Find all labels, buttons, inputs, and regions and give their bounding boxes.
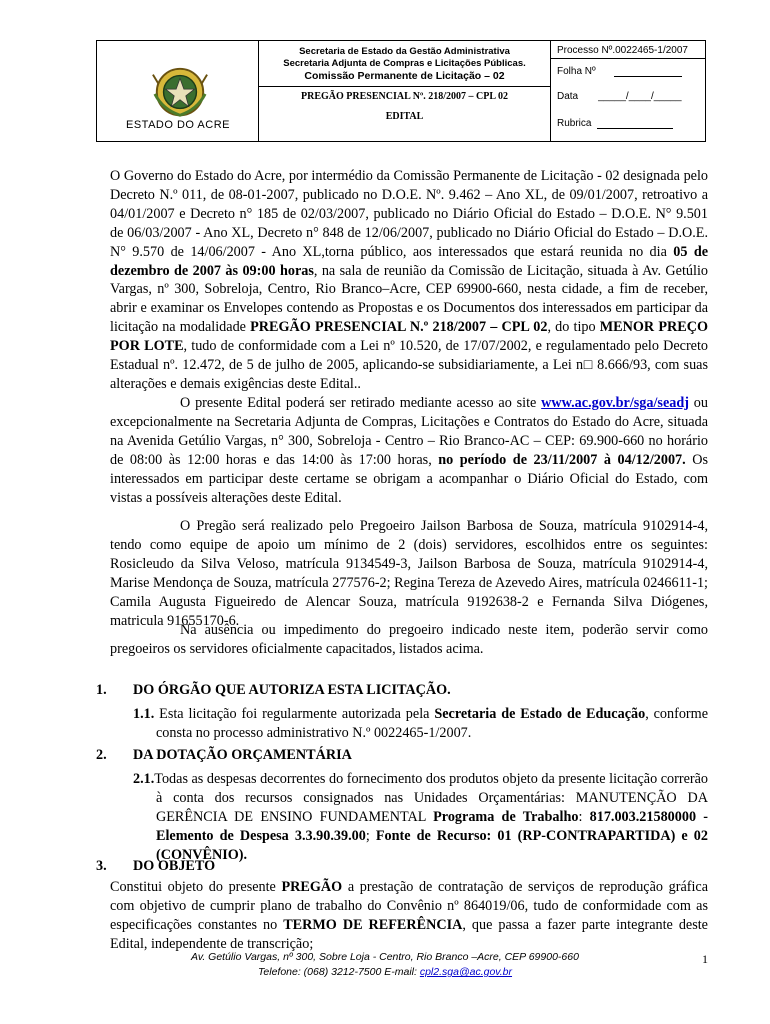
- secretaria-educacao: Secretaria de Estado de Educação: [434, 706, 646, 722]
- edital-text: O presente Edital poderá ser retirado mediante acesso ao site: [180, 395, 542, 411]
- objeto-text: a prestação de contratação de serviços de reprodução gráfica com objetivo de cumprir plano de trabalho do Convênio nº 864019/06, tudo de conformidade com as especificações constantes no: [110, 879, 708, 933]
- header-pregao: PREGÃO PRESENCIAL Nº. 218/2007 – CPL 02: [301, 91, 508, 102]
- section-1-1: [133, 705, 708, 743]
- section-title: DA DOTAÇÃO ORÇAMENTÁRIA: [133, 747, 352, 763]
- folha-label: Folha Nº: [557, 66, 596, 77]
- clause-text: Esta licitação foi regularmente autorizada pela: [154, 706, 435, 722]
- section-3-text: [110, 878, 708, 954]
- intro-text: O Governo do Estado do Acre, por intermédio da Comissão Permanente de Licitação - 02 designada pelo Decreto N.º 011, de 08-01-2007, publicado no D.O.E. Nº. 9.462 – Ano XL, de 09/01/2007, retroativo a 04/01/2007 e Decreto n° 185 de 02/03/2007, publicado no Diário Oficial do Estado – D.O.E. N° 9.501 de 06/03/2007 - Ano XL, Decreto n° 848 de 12/06/2007, publicado no Diário Oficial do Estado – D.O.E. N° 9.570 de 14/06/2007 - Ano XL,torna público, aos interessados que estará reunida no dia: [110, 168, 708, 260]
- clause-text: Todas as despesas decorrentes do fornecimento dos produtos objeto da presente licitação correrão à conta dos recursos consignados nas Unidades Orçamentárias: MANUTENÇÃO DA GERÊNCIA DE ENSINO FUNDAMENTAL: [154, 771, 708, 825]
- clause-text: :: [578, 808, 590, 825]
- pregao-word: PREGÃO: [281, 879, 343, 895]
- data-field: [557, 91, 682, 102]
- intro-paragraph-2: [110, 394, 708, 507]
- section-3-heading: [96, 858, 215, 875]
- header-right-cell: [551, 41, 705, 141]
- header-left-cell: [97, 41, 259, 141]
- section-number: 1.: [96, 682, 107, 698]
- periodo: no período de 23/11/2007 à 04/12/2007.: [438, 451, 686, 468]
- rubrica-blank: [597, 118, 673, 129]
- intro-paragraph-4: [110, 621, 708, 659]
- estado-label: ESTADO DO ACRE: [126, 119, 230, 131]
- header-divider: [259, 86, 550, 87]
- section-2-1: [133, 770, 708, 865]
- data-label: Data: [557, 91, 579, 102]
- tipo: MENOR PREÇO POR LOTE: [110, 319, 708, 355]
- programa-label: Programa de Trabalho: [433, 808, 579, 825]
- clause-text: ;: [365, 827, 376, 844]
- footer-email-link[interactable]: cpl2.sga@ac.gov.br: [419, 966, 513, 978]
- objeto-text: , que passa a fazer parte integrante deste Edital, independente de transcrição;: [110, 916, 708, 952]
- clause-number: 2.1.: [133, 771, 155, 787]
- data-blank: _____/____/_____: [598, 91, 682, 102]
- section-2-heading: [96, 747, 352, 764]
- folha-field: [557, 66, 682, 77]
- header-middle-cell: [259, 41, 551, 141]
- intro-text: , na sala de reunião da Comissão de Licitação, situada à Av. Getúlio Vargas, nº 300, Sobreloja, Centro, Rio Branco–Acre, CEP 69900-660, nesta cidade, a fim de receber, abrir e examinar os Envelopes contendo as Propostas e os Documentos dos interessados em participar da licitação na modalidade: [110, 262, 708, 336]
- intro-text: , tudo de conformidade com a Lei nº 10.520, de 17/07/2002, e regulamentado pelo Decreto Estadual nº. 12.472, de 5 de julho de 2005, aplicando-se subsidiariamente, a Lei n□ 8.666/93, com suas alterações e demais exigências deste Edital..: [110, 338, 709, 392]
- state-seal-icon: [151, 63, 209, 121]
- processo-number: Processo Nº.0022465-1/2007: [557, 45, 688, 56]
- rubrica-field: [557, 118, 673, 129]
- termo-referencia: TERMO DE REFERÊNCIA: [283, 916, 463, 933]
- intro-text: , do tipo: [547, 319, 600, 336]
- folha-blank: [614, 66, 682, 77]
- section-title: DO OBJETO: [133, 858, 216, 874]
- header-comissao: Comissão Permanente de Licitação – 02: [304, 70, 505, 82]
- clause-text: , conforme consta no processo administrativo N.º 0022465-1/2007.: [156, 706, 708, 741]
- objeto-text: Constitui objeto do presente: [110, 879, 282, 895]
- header-right-divider: [551, 58, 705, 59]
- elemento-despesa: 817.003.21580000 - Elemento de Despesa 3.3.90.39.00: [156, 808, 708, 844]
- meeting-date: 05 de dezembro de 2007 às 09:00 horas: [110, 243, 709, 279]
- page-number: 1: [702, 952, 708, 966]
- ausencia-text: Na ausência ou impedimento do pregoeiro indicado neste item, poderão servir como pregoeiros os servidores oficialmente capacitados, listados acima.: [110, 622, 708, 657]
- clause-number: 1.1.: [133, 706, 155, 722]
- site-link[interactable]: www.ac.gov.br/sga/seadj: [541, 395, 689, 411]
- modality: PREGÃO PRESENCIAL N.º 218/2007 – CPL 02: [250, 319, 548, 336]
- pregoeiro-text: O Pregão será realizado pelo Pregoeiro Jailson Barbosa de Souza, matrícula 9102914-4, tendo como equipe de apoio um mínimo de 2 (dois) servidores, escolhidos entre os seguintes: Rosicleudo da Silva Veloso, matrícula 9134549-3, Jailson Barbosa de Souza, matrícula 9102914-4, Marise Mendonça de Souza, matrícula 277576-2; Regina Tereza de Azevedo Aires, matrícula 0246611-1; Camila Augusta Figueiredo de Alencar Souza, matrícula 9192638-2 e Fernanda Silva Diógenes, matricula 91655170-6.: [110, 518, 708, 629]
- rubrica-label: Rubrica: [557, 118, 592, 129]
- footer-contact: [0, 966, 770, 978]
- intro-paragraph-1: [110, 167, 708, 394]
- header-secretaria: Secretaria de Estado da Gestão Administrativa: [299, 46, 510, 57]
- footer-phone: Telefone: (068) 3212-7500 E-mail:: [257, 966, 420, 978]
- section-number: 2.: [96, 747, 107, 763]
- section-1-heading: [96, 682, 451, 699]
- header-edital: EDITAL: [385, 111, 424, 122]
- edital-text: Os interessados em participar deste certame se obrigam a acompanhar o Diário Oficial do Estado, com vistas a possíveis alterações deste Edital.: [110, 451, 708, 506]
- intro-paragraph-3: [110, 517, 708, 630]
- section-number: 3.: [96, 858, 107, 874]
- document-header: [96, 40, 706, 142]
- section-title: DO ÓRGÃO QUE AUTORIZA ESTA LICITAÇÃO.: [133, 682, 451, 698]
- footer-address: Av. Getúlio Vargas, nº 300, Sobre Loja - Centro, Rio Branco –Acre, CEP 69900-660: [191, 951, 579, 963]
- fonte-recurso: Fonte de Recurso: 01 (RP-CONTRAPARTIDA) e 02 (CONVÊNIO).: [156, 827, 708, 863]
- header-secretaria-adjunta: Secretaria Adjunta de Compras e Licitações Públicas.: [283, 58, 526, 69]
- edital-text: ou excepcionalmente na Secretaria Adjunta de Compras, Licitações e Contratos do Estado do Acre, situada na Avenida Getúlio Vargas, n° 300, Sobreloja - Centro – Rio Branco-AC – CEP: 69.900-660 no horário de 08:00 às 12:00 horas e das 14:00 às 17:00 horas,: [110, 395, 708, 468]
